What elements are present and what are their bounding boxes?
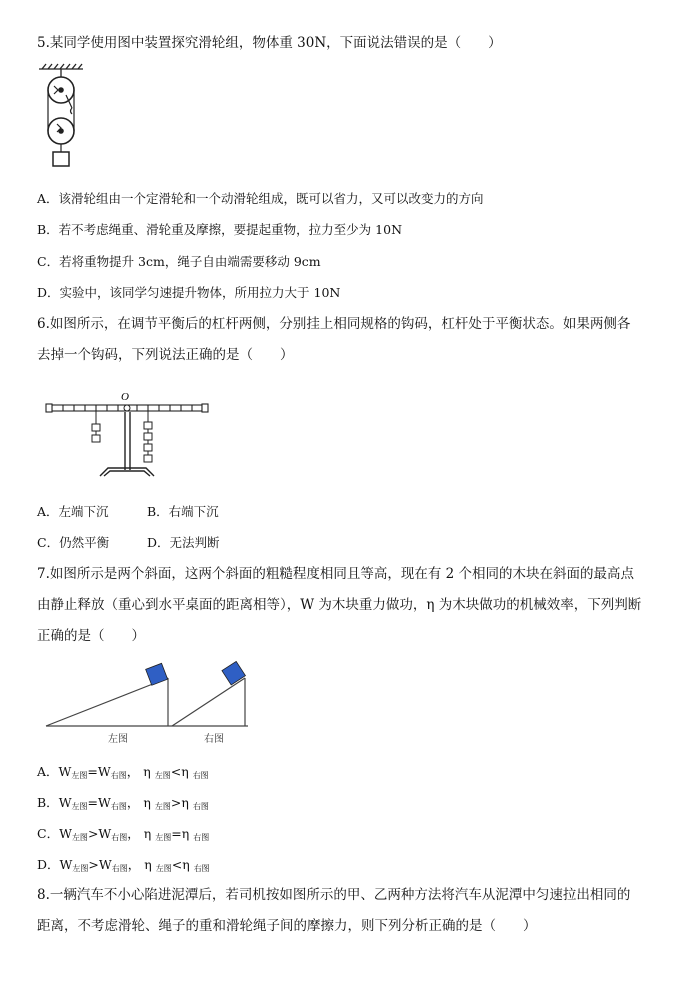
q7-option-b — [37, 794, 209, 816]
subscript-left: 左图 — [155, 864, 172, 873]
subscript-right: 右图 — [193, 833, 210, 842]
q7-option-d — [37, 856, 210, 878]
eta-symbol: η — [144, 857, 152, 872]
q6-stem-line2: 去掉一个钩码，下列说法正确的是（ ） — [37, 347, 294, 363]
q6-option-b: B．右端下沉 — [147, 504, 219, 519]
left-hooked-weights — [92, 411, 100, 442]
q6-lever-figure — [42, 388, 212, 488]
q8-stem-line1: 8.一辆汽车不小心陷进泥潭后，若司机按如图所示的甲、乙两种方法将汽车从泥潭中匀速拉出相同的 — [37, 887, 631, 903]
option-letter: D． — [37, 857, 60, 872]
q5-option-a: A．该滑轮组由一个定滑轮和一个动滑轮组成，既可以省力，又可以改变力的方向 — [37, 191, 484, 206]
w-symbol: W — [58, 764, 72, 779]
pivot-label: O — [121, 391, 129, 403]
left-incline — [46, 678, 172, 726]
right-hooked-weights — [144, 411, 152, 462]
w-relation: = — [87, 764, 98, 779]
q5-option-c: C．若将重物提升 3cm，绳子自由端需要移动 9cm — [37, 254, 321, 269]
separator: ， — [127, 826, 140, 841]
w-symbol: W — [98, 826, 112, 841]
q6-stem-line1: 6.如图所示，在调节平衡后的杠杆两侧，分别挂上相同规格的钩码，杠杆处于平衡状态。如果两侧各 — [37, 316, 631, 332]
eta-symbol: η — [181, 795, 189, 810]
q7-stem-line3: 正确的是（ ） — [37, 628, 145, 644]
subscript-left: 左图 — [72, 864, 89, 873]
weight-block — [53, 152, 69, 166]
w-symbol: W — [59, 857, 73, 872]
pivot — [124, 405, 130, 411]
eta-relation: < — [170, 764, 182, 779]
w-symbol: W — [98, 857, 112, 872]
eta-symbol: η — [143, 826, 152, 841]
w-symbol: W — [58, 795, 72, 810]
q5-pulley-figure — [36, 60, 96, 178]
subscript-left: 左图 — [71, 802, 88, 811]
q5-option-b: B．若不考虑绳重、滑轮重及摩擦，要提起重物，拉力至少为 10N — [37, 222, 403, 237]
q8-stem-line2: 距离，不考虑滑轮、绳子的重和滑轮绳子间的摩擦力，则下列分析正确的是（ ） — [37, 918, 537, 934]
eta-relation: > — [170, 795, 182, 810]
separator: ， — [126, 764, 140, 779]
left-block — [146, 663, 168, 685]
movable-pulley — [48, 118, 74, 144]
right-block — [222, 661, 246, 685]
eta-symbol: η — [182, 857, 190, 872]
eta-relation: < — [171, 857, 183, 872]
separator: ， — [127, 857, 141, 872]
subscript-left: 左图 — [155, 833, 172, 842]
subscript-right: 右图 — [111, 864, 128, 873]
subscript-right: 右图 — [111, 833, 128, 842]
separator: ， — [126, 795, 140, 810]
q7-option-c — [37, 825, 209, 847]
option-letter: B． — [37, 795, 59, 810]
subscript-left: 左图 — [154, 802, 171, 811]
subscript-left: 左图 — [154, 771, 171, 780]
w-symbol: W — [98, 795, 111, 810]
w-symbol: W — [97, 764, 111, 779]
eta-symbol: η — [143, 764, 151, 779]
q6-option-a: A．左端下沉 — [37, 504, 109, 519]
option-letter: A． — [37, 764, 59, 779]
subscript-left: 左图 — [71, 833, 88, 842]
q5-option-d: D．实验中，该同学匀速提升物体，所用拉力大于 10N — [37, 285, 341, 300]
q7-stem-line1: 7.如图所示是两个斜面，这两个斜面的粗糙程度相同且等高，现在有 2 个相同的木块在斜面的最高点 — [37, 566, 635, 582]
q6-option-d: D．无法判断 — [147, 535, 220, 550]
subscript-right: 右图 — [192, 802, 209, 811]
eta-symbol: η — [143, 795, 151, 810]
q7-incline-figure — [44, 660, 264, 748]
right-incline — [172, 678, 248, 726]
subscript-right: 右图 — [193, 864, 210, 873]
eta-symbol: η — [181, 826, 190, 841]
w-relation: > — [87, 826, 99, 841]
subscript-right: 右图 — [110, 802, 127, 811]
eta-symbol: η — [181, 764, 189, 779]
option-letter: C． — [37, 826, 60, 841]
q7-stem-line2: 由静止释放（重心到水平桌面的距离相等），W 为木块重力做功，η 为木块做功的机械效率，下列判断 — [37, 597, 642, 613]
caption-left: 左图 — [108, 734, 128, 745]
w-relation: > — [88, 857, 99, 872]
subscript-left: 左图 — [71, 771, 88, 780]
subscript-right: 右图 — [192, 771, 209, 780]
subscript-right: 右图 — [110, 771, 127, 780]
eta-relation: = — [171, 826, 182, 841]
w-relation: = — [87, 795, 99, 810]
q5-stem: 5.某同学使用图中装置探究滑轮组，物体重 30N，下面说法错误的是（ ） — [37, 35, 502, 51]
fixed-pulley — [48, 77, 74, 103]
caption-right: 右图 — [204, 734, 224, 745]
ceiling-support — [39, 64, 83, 77]
w-symbol: W — [59, 826, 72, 841]
q7-option-a — [37, 763, 209, 785]
q6-option-c: C．仍然平衡 — [37, 535, 110, 550]
